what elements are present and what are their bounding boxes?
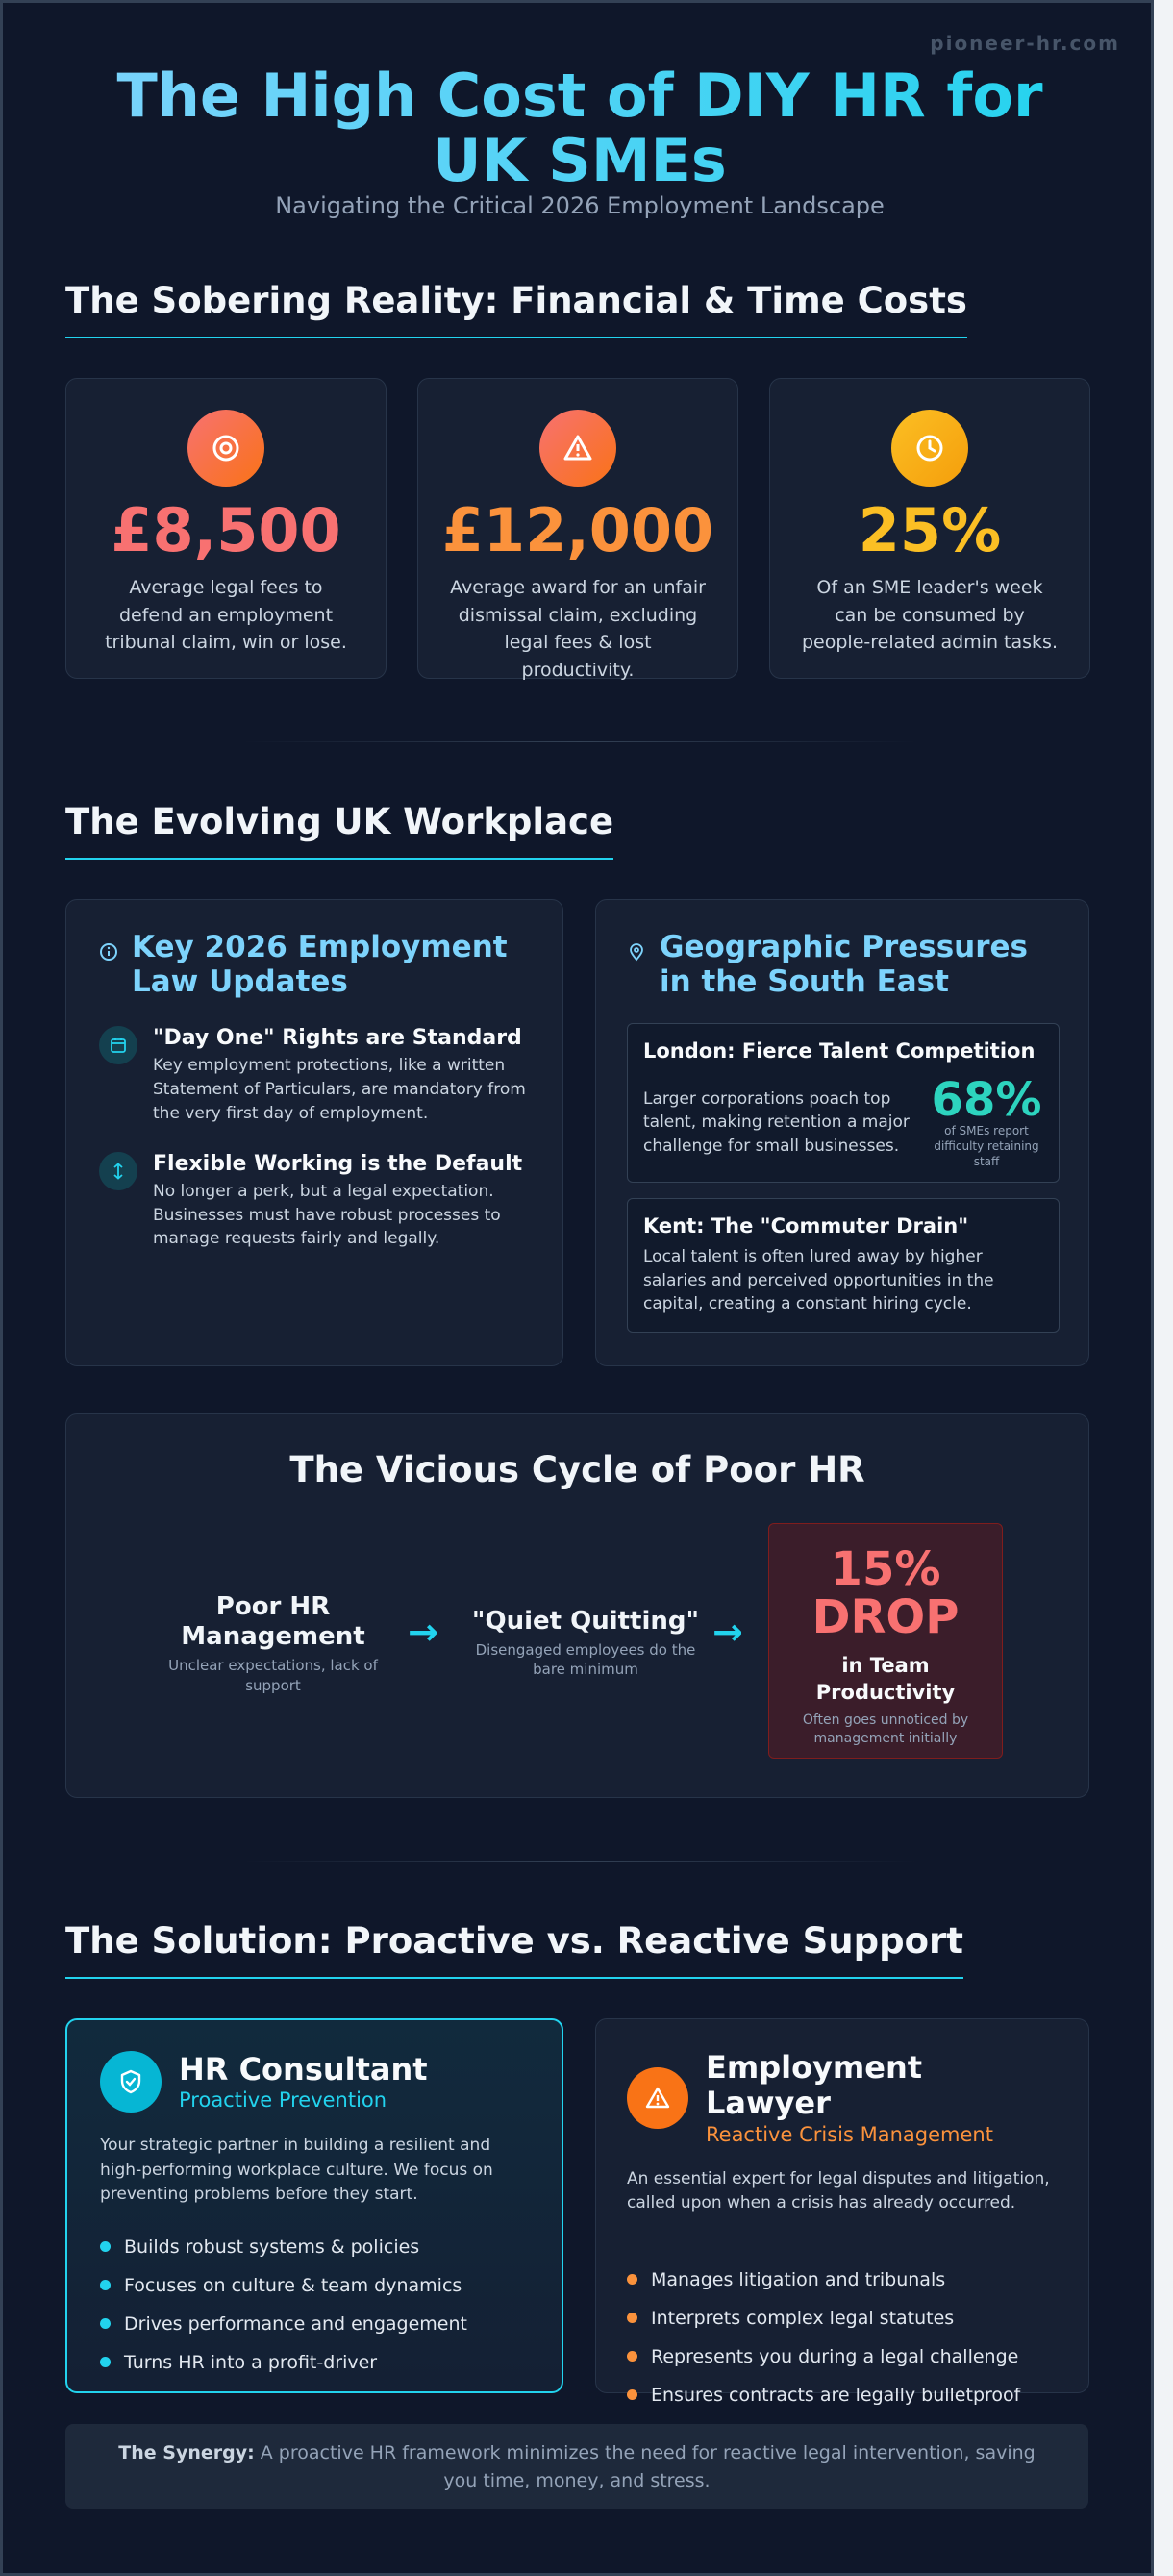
list-item: Builds robust systems & policies bbox=[100, 2237, 529, 2258]
productivity-drop-title: in Team Productivity bbox=[815, 1653, 956, 1705]
law-item-day-one bbox=[99, 1026, 530, 1125]
vicious-cycle-card bbox=[65, 1413, 1089, 1798]
list-item: Interprets complex legal statutes bbox=[627, 2308, 1058, 2329]
solution-section-title: The Solution: Proactive vs. Reactive Support bbox=[65, 1920, 963, 1979]
cycle-step-sub: Unclear expectations, lack of support bbox=[168, 1657, 378, 1694]
consultant-description: Your strategic partner in building a resilient and high-performing workplace culture. We focus on preventing problems before they start. bbox=[100, 2136, 493, 2204]
stat-description: Average legal fees to defend an employment tribunal claim, win or lose. bbox=[105, 577, 347, 654]
stat-value: £12,000 bbox=[441, 495, 714, 565]
lawyer-points bbox=[627, 2269, 1058, 2406]
synergy-label: The Synergy: bbox=[118, 2442, 255, 2463]
consultant-points bbox=[100, 2237, 529, 2373]
cycle-step-title: Poor HR Management bbox=[181, 1592, 365, 1652]
productivity-drop-sub: Often goes unnoticed by management initially bbox=[802, 1713, 969, 1747]
law-item-flexible-working bbox=[99, 1152, 530, 1251]
bullet-dot-icon bbox=[100, 2241, 111, 2252]
warning-icon bbox=[627, 2067, 688, 2129]
law-item-text: Key employment protections, like a written Statement of Particulars, are mandatory from the very first day of employment. bbox=[153, 1056, 526, 1123]
shield-check-icon bbox=[100, 2051, 162, 2113]
synergy-note bbox=[65, 2424, 1088, 2509]
retention-stat-note: of SMEs report difficulty retaining staff bbox=[934, 1124, 1039, 1168]
region-title: Kent: The "Commuter Drain" bbox=[643, 1214, 969, 1238]
cycle-step-title: "Quiet Quitting" bbox=[471, 1607, 700, 1636]
bullet-dot-icon bbox=[100, 2357, 111, 2367]
location-pin-icon bbox=[627, 942, 646, 962]
list-item: Drives performance and engagement bbox=[100, 2313, 529, 2335]
cycle-step-quiet-quitting bbox=[470, 1607, 701, 1680]
region-text: Local talent is often lured away by higher salaries and perceived opportunities in the capital, creating a constant hiring cycle. bbox=[643, 1247, 994, 1314]
stat-description: Of an SME leader's week can be consumed by people-related admin tasks. bbox=[801, 577, 1058, 654]
stat-description: Average award for an unfair dismissal claim, excluding legal fees & lost productivity. bbox=[450, 577, 706, 681]
employment-lawyer-card bbox=[595, 2018, 1089, 2406]
cycle-step-poor-hr bbox=[162, 1592, 384, 1695]
law-updates-card bbox=[65, 899, 563, 1366]
clock-icon bbox=[891, 410, 968, 487]
arrow-right-icon: → bbox=[408, 1611, 438, 1653]
vertical-arrows-icon bbox=[99, 1152, 137, 1190]
list-item: Manages litigation and tribunals bbox=[627, 2269, 1058, 2290]
cycle-step-sub: Disengaged employees do the bare minimum bbox=[475, 1641, 696, 1679]
brand-url[interactable]: pioneer-hr.com bbox=[930, 32, 1120, 55]
stat-value: £8,500 bbox=[111, 495, 341, 565]
lawyer-name: Employment Lawyer bbox=[706, 2049, 923, 2121]
section-divider bbox=[243, 1861, 916, 1862]
bullet-dot-icon bbox=[627, 2351, 637, 2362]
warning-icon bbox=[539, 410, 616, 487]
cycle-title: The Vicious Cycle of Poor HR bbox=[289, 1449, 865, 1490]
calendar-icon bbox=[99, 1026, 137, 1064]
productivity-drop-box bbox=[768, 1523, 1003, 1759]
law-item-text: No longer a perk, but a legal expectation. Businesses must have robust processes to manage requests fairly and legally. bbox=[153, 1182, 501, 1249]
lawyer-description: An essential expert for legal disputes and litigation, called upon when a crisis has already occurred. bbox=[627, 2168, 1050, 2213]
geographic-title: Geographic Pressures in the South East bbox=[660, 930, 1028, 999]
bullet-dot-icon bbox=[100, 2280, 111, 2290]
region-title: London: Fierce Talent Competition bbox=[643, 1039, 1036, 1063]
consultant-name: HR Consultant bbox=[179, 2050, 428, 2088]
bullet-dot-icon bbox=[627, 2313, 637, 2323]
lawyer-tagline: Reactive Crisis Management bbox=[706, 2122, 993, 2146]
productivity-drop-value: 15% DROP bbox=[811, 1542, 960, 1645]
page-title: The High Cost of DIY HR for UK SMEs bbox=[61, 64, 1099, 193]
hr-consultant-card bbox=[65, 2018, 563, 2393]
geographic-pressures-card bbox=[595, 899, 1089, 1366]
region-london bbox=[627, 1023, 1060, 1183]
bullet-dot-icon bbox=[100, 2318, 111, 2329]
law-updates-heading bbox=[99, 931, 530, 999]
coin-icon bbox=[187, 410, 264, 487]
stat-card-legal-fees bbox=[65, 378, 387, 679]
page-subtitle: Navigating the Critical 2026 Employment Landscape bbox=[275, 192, 885, 219]
costs-section-title: The Sobering Reality: Financial & Time Costs bbox=[65, 280, 967, 338]
bullet-dot-icon bbox=[627, 2389, 637, 2400]
stat-card-unfair-dismissal bbox=[417, 378, 738, 679]
stat-value: 25% bbox=[858, 495, 1002, 565]
info-icon bbox=[99, 942, 118, 962]
consultant-tagline: Proactive Prevention bbox=[179, 2088, 387, 2113]
arrow-right-icon: → bbox=[712, 1611, 743, 1653]
workplace-section-title: The Evolving UK Workplace bbox=[65, 801, 613, 860]
law-item-title: "Day One" Rights are Standard bbox=[153, 1026, 522, 1051]
bullet-dot-icon bbox=[627, 2274, 637, 2285]
list-item: Turns HR into a profit-driver bbox=[100, 2352, 529, 2373]
law-updates-title: Key 2026 Employment Law Updates bbox=[132, 930, 508, 999]
list-item: Represents you during a legal challenge bbox=[627, 2346, 1058, 2367]
list-item: Focuses on culture & team dynamics bbox=[100, 2275, 529, 2296]
region-kent bbox=[627, 1198, 1060, 1333]
region-text: Larger corporations poach top talent, making retention a major challenge for small businesses. bbox=[643, 1088, 910, 1156]
list-item: Ensures contracts are legally bulletproof bbox=[627, 2385, 1058, 2406]
retention-stat: 68% bbox=[931, 1073, 1042, 1127]
law-item-title: Flexible Working is the Default bbox=[153, 1152, 523, 1177]
stat-card-admin-time bbox=[769, 378, 1090, 679]
section-divider bbox=[243, 741, 916, 742]
geographic-heading bbox=[627, 931, 1058, 999]
synergy-text: A proactive HR framework minimizes the need for reactive legal intervention, saving you time, money, and stress. bbox=[260, 2442, 1036, 2491]
